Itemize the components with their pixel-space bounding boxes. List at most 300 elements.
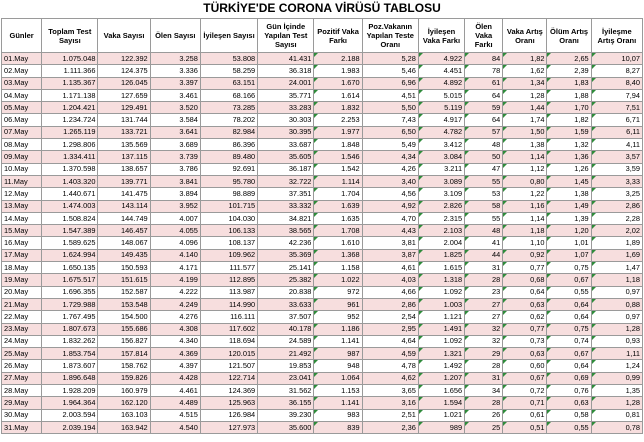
table-cell: 1,47	[591, 262, 642, 274]
table-cell: 5,49	[362, 139, 418, 151]
day-cell: 04.May	[2, 89, 42, 101]
table-cell: 3,59	[591, 163, 642, 175]
table-row	[2, 409, 643, 421]
table-cell: 3.641	[150, 126, 200, 138]
table-cell: 0,64	[547, 360, 591, 372]
table-cell: 0,92	[503, 249, 547, 261]
table-cell: 4.222	[150, 286, 200, 298]
table-cell: 163.103	[98, 409, 150, 421]
table-cell: 31.562	[258, 385, 314, 397]
table-cell: 1.547.389	[42, 225, 98, 237]
table-row	[2, 175, 643, 187]
table-cell: 948	[314, 360, 362, 372]
table-cell: 33.687	[258, 139, 314, 151]
table-cell: 1.158	[314, 262, 362, 274]
table-cell: 0,73	[503, 335, 547, 347]
table-cell: 1,14	[503, 212, 547, 224]
table-cell: 4.369	[150, 348, 200, 360]
day-cell: 25.May	[2, 348, 42, 360]
table-cell: 35.605	[258, 151, 314, 163]
table-cell: 156.827	[98, 335, 150, 347]
table-cell: 1.696.355	[42, 286, 98, 298]
table-cell: 5.015	[418, 89, 464, 101]
table-cell: 1.234.724	[42, 114, 98, 126]
table-cell: 4.199	[150, 274, 200, 286]
table-cell: 3,65	[362, 385, 418, 397]
table-cell: 73.285	[200, 102, 257, 114]
table-cell: 3.412	[418, 139, 464, 151]
table-cell: 0,63	[503, 348, 547, 360]
table-cell: 1.624.994	[42, 249, 98, 261]
column-header: Poz.Vakanın Yapılan Teste Oranı	[362, 19, 418, 53]
table-cell: 33.633	[258, 298, 314, 310]
table-cell: 64	[465, 114, 503, 126]
table-cell: 2,95	[362, 323, 418, 335]
table-cell: 44	[465, 249, 503, 261]
day-cell: 14.May	[2, 212, 42, 224]
day-cell: 13.May	[2, 200, 42, 212]
table-cell: 1.542	[314, 163, 362, 175]
table-cell: 7,43	[362, 114, 418, 126]
table-cell: 35.771	[258, 89, 314, 101]
table-cell: 133.721	[98, 126, 150, 138]
table-cell: 126.984	[200, 409, 257, 421]
table-row	[2, 298, 643, 310]
table-cell: 1,28	[591, 323, 642, 335]
table-cell: 5,46	[362, 65, 418, 77]
table-cell: 1.204.421	[42, 102, 98, 114]
table-cell: 29	[465, 348, 503, 360]
table-cell: 2.004	[418, 237, 464, 249]
table-title: TÜRKİYE'DE CORONA VİRÜSÜ TABLOSU	[203, 1, 441, 15]
table-cell: 158.762	[98, 360, 150, 372]
table-cell: 116.111	[200, 311, 257, 323]
table-cell: 1.594	[418, 397, 464, 409]
table-cell: 1,18	[591, 274, 642, 286]
table-cell: 63.151	[200, 77, 257, 89]
table-cell: 1.610	[314, 237, 362, 249]
day-cell: 21.May	[2, 298, 42, 310]
table-cell: 24.001	[258, 77, 314, 89]
day-cell: 16.May	[2, 237, 42, 249]
table-cell: 0,75	[547, 262, 591, 274]
table-cell: 1.853.754	[42, 348, 98, 360]
table-cell: 972	[314, 286, 362, 298]
table-cell: 2,39	[547, 65, 591, 77]
table-cell: 4,59	[362, 348, 418, 360]
table-cell: 3.089	[418, 175, 464, 187]
day-cell: 27.May	[2, 372, 42, 384]
table-cell: 989	[418, 421, 464, 433]
table-cell: 3.336	[150, 65, 200, 77]
table-cell: 2.039.194	[42, 421, 98, 433]
column-header: İyileşme Artış Oranı	[591, 19, 642, 53]
table-cell: 1,62	[503, 65, 547, 77]
table-row	[2, 225, 643, 237]
table-cell: 4,62	[362, 372, 418, 384]
table-row	[2, 89, 643, 101]
table-cell: 1.003	[418, 298, 464, 310]
table-cell: 4,78	[362, 360, 418, 372]
table-cell: 39.230	[258, 409, 314, 421]
table-cell: 135.569	[98, 139, 150, 151]
table-cell: 4,03	[362, 274, 418, 286]
table-cell: 34.821	[258, 212, 314, 224]
table-cell: 6,50	[362, 126, 418, 138]
column-header: Pozitif Vaka Farkı	[314, 19, 362, 53]
table-cell: 1.896.648	[42, 372, 98, 384]
table-cell: 50	[465, 151, 503, 163]
table-cell: 3,40	[362, 175, 418, 187]
table-cell: 1.474.003	[42, 200, 98, 212]
table-cell: 3,33	[591, 175, 642, 187]
table-cell: 129.491	[98, 102, 150, 114]
table-cell: 31	[465, 372, 503, 384]
table-cell: 37.507	[258, 311, 314, 323]
table-cell: 138.657	[98, 163, 150, 175]
table-cell: 3.952	[150, 200, 200, 212]
table-cell: 4,43	[362, 225, 418, 237]
table-cell: 1,50	[503, 126, 547, 138]
table-cell: 114.990	[200, 298, 257, 310]
table-cell: 4.428	[150, 372, 200, 384]
table-cell: 0,77	[503, 262, 547, 274]
table-row	[2, 126, 643, 138]
table-cell: 163.942	[98, 421, 150, 433]
table-cell: 1.508.824	[42, 212, 98, 224]
table-cell: 3.786	[150, 163, 200, 175]
table-row	[2, 77, 643, 89]
table-cell: 8,27	[591, 65, 642, 77]
table-cell: 0,63	[503, 298, 547, 310]
table-cell: 154.500	[98, 311, 150, 323]
table-cell: 0,80	[503, 175, 547, 187]
table-cell: 4.249	[150, 298, 200, 310]
table-cell: 23	[465, 286, 503, 298]
table-cell: 0,77	[503, 323, 547, 335]
table-cell: 3.109	[418, 188, 464, 200]
table-cell: 41	[465, 237, 503, 249]
table-cell: 4,34	[362, 151, 418, 163]
table-cell: 32.722	[258, 175, 314, 187]
table-cell: 150.593	[98, 262, 150, 274]
table-cell: 1.298.806	[42, 139, 98, 151]
table-cell: 0,55	[547, 286, 591, 298]
table-row	[2, 114, 643, 126]
table-cell: 127.973	[200, 421, 257, 433]
table-cell: 2.253	[314, 114, 362, 126]
table-cell: 4.540	[150, 421, 200, 433]
table-row	[2, 249, 643, 261]
table-cell: 1,24	[591, 360, 642, 372]
table-cell: 4.140	[150, 249, 200, 261]
table-cell: 1,74	[503, 114, 547, 126]
table-cell: 35.369	[258, 249, 314, 261]
day-cell: 01.May	[2, 53, 42, 65]
day-cell: 23.May	[2, 323, 42, 335]
table-cell: 1,89	[591, 237, 642, 249]
table-cell: 1.656	[418, 385, 464, 397]
table-cell: 42.236	[258, 237, 314, 249]
table-cell: 1.670	[314, 77, 362, 89]
table-cell: 1.207	[418, 372, 464, 384]
table-cell: 111.577	[200, 262, 257, 274]
table-cell: 1.135.367	[42, 77, 98, 89]
day-cell: 20.May	[2, 286, 42, 298]
table-cell: 4,26	[362, 163, 418, 175]
table-cell: 0,74	[547, 335, 591, 347]
table-cell: 27	[465, 311, 503, 323]
table-cell: 1,88	[547, 89, 591, 101]
table-cell: 1.928.209	[42, 385, 98, 397]
table-cell: 1.729.988	[42, 298, 98, 310]
table-row	[2, 348, 643, 360]
table-cell: 126.045	[98, 77, 150, 89]
table-cell: 1.114	[314, 175, 362, 187]
table-cell: 25.382	[258, 274, 314, 286]
column-header: Günler	[2, 19, 42, 53]
table-cell: 1,49	[547, 200, 591, 212]
table-row	[2, 421, 643, 433]
table-cell: 146.457	[98, 225, 150, 237]
table-cell: 33.283	[258, 102, 314, 114]
table-cell: 1,69	[591, 249, 642, 261]
table-cell: 1.767.495	[42, 311, 98, 323]
table-cell: 121.507	[200, 360, 257, 372]
table-cell: 157.814	[98, 348, 150, 360]
day-cell: 07.May	[2, 126, 42, 138]
table-cell: 2.315	[418, 212, 464, 224]
table-cell: 21.492	[258, 348, 314, 360]
table-row	[2, 372, 643, 384]
table-cell: 26	[465, 409, 503, 421]
table-cell: 4,70	[362, 212, 418, 224]
day-cell: 26.May	[2, 360, 42, 372]
table-row	[2, 163, 643, 175]
table-cell: 149.435	[98, 249, 150, 261]
corona-table	[1, 18, 643, 434]
table-cell: 1.092	[418, 335, 464, 347]
table-row	[2, 65, 643, 77]
table-cell: 2,28	[591, 212, 642, 224]
table-cell: 118.694	[200, 335, 257, 347]
table-cell: 1,44	[503, 102, 547, 114]
table-cell: 1,59	[547, 126, 591, 138]
table-cell: 6,11	[591, 126, 642, 138]
table-cell: 0,58	[547, 409, 591, 421]
table-row	[2, 385, 643, 397]
table-cell: 58	[465, 200, 503, 212]
table-cell: 1,83	[547, 77, 591, 89]
table-cell: 0,75	[547, 323, 591, 335]
table-cell: 1.022	[314, 274, 362, 286]
table-cell: 1.491	[418, 323, 464, 335]
table-cell: 4.515	[150, 409, 200, 421]
table-cell: 36.187	[258, 163, 314, 175]
table-cell: 24.589	[258, 335, 314, 347]
table-cell: 113.987	[200, 286, 257, 298]
table-cell: 4,61	[362, 262, 418, 274]
table-cell: 2,36	[362, 421, 418, 433]
table-row	[2, 286, 643, 298]
table-cell: 1.121	[418, 311, 464, 323]
table-cell: 1.092	[418, 286, 464, 298]
table-cell: 3.584	[150, 114, 200, 126]
table-cell: 1,11	[591, 348, 642, 360]
day-cell: 19.May	[2, 274, 42, 286]
table-cell: 4.171	[150, 262, 200, 274]
table-cell: 35.600	[258, 421, 314, 433]
table-cell: 1.848	[314, 139, 362, 151]
table-cell: 153.548	[98, 298, 150, 310]
table-cell: 4,56	[362, 188, 418, 200]
table-cell: 1,12	[503, 163, 547, 175]
table-cell: 1.807.673	[42, 323, 98, 335]
table-cell: 1.639	[314, 200, 362, 212]
table-row	[2, 311, 643, 323]
table-cell: 3.258	[150, 53, 200, 65]
table-cell: 131.744	[98, 114, 150, 126]
day-cell: 05.May	[2, 102, 42, 114]
table-cell: 3,16	[362, 397, 418, 409]
table-cell: 0,93	[591, 335, 642, 347]
day-cell: 15.May	[2, 225, 42, 237]
column-header: Vaka Artış Oranı	[503, 19, 547, 53]
table-cell: 1.370.598	[42, 163, 98, 175]
table-cell: 98.889	[200, 188, 257, 200]
table-cell: 0,67	[503, 372, 547, 384]
table-cell: 987	[314, 348, 362, 360]
table-cell: 33.332	[258, 200, 314, 212]
table-cell: 108.137	[200, 237, 257, 249]
day-cell: 02.May	[2, 65, 42, 77]
table-cell: 30.395	[258, 126, 314, 138]
day-cell: 08.May	[2, 139, 42, 151]
table-cell: 1.064	[314, 372, 362, 384]
table-cell: 0,61	[503, 409, 547, 421]
table-cell: 41.431	[258, 53, 314, 65]
table-cell: 40.178	[258, 323, 314, 335]
table-cell: 0,68	[503, 274, 547, 286]
table-cell: 0,64	[503, 286, 547, 298]
table-cell: 5,50	[362, 102, 418, 114]
column-header: Vaka Sayısı	[98, 19, 150, 53]
table-cell: 92.691	[200, 163, 257, 175]
table-cell: 1.111.366	[42, 65, 98, 77]
day-cell: 06.May	[2, 114, 42, 126]
table-cell: 4,11	[591, 139, 642, 151]
table-cell: 28	[465, 397, 503, 409]
table-cell: 1,16	[503, 200, 547, 212]
table-row	[2, 151, 643, 163]
table-cell: 48	[465, 225, 503, 237]
table-cell: 25	[465, 421, 503, 433]
table-cell: 2.826	[418, 200, 464, 212]
table-cell: 0,64	[547, 311, 591, 323]
table-cell: 2,54	[362, 311, 418, 323]
table-cell: 1,32	[547, 139, 591, 151]
table-cell: 0,76	[547, 385, 591, 397]
table-cell: 68.166	[200, 89, 257, 101]
table-cell: 2,51	[362, 409, 418, 421]
table-cell: 1,70	[547, 102, 591, 114]
day-cell: 22.May	[2, 311, 42, 323]
table-cell: 0,97	[591, 286, 642, 298]
table-cell: 82.984	[200, 126, 257, 138]
table-cell: 2,02	[591, 225, 642, 237]
table-cell: 95.780	[200, 175, 257, 187]
day-cell: 28.May	[2, 385, 42, 397]
table-row	[2, 360, 643, 372]
table-cell: 6,71	[591, 114, 642, 126]
table-cell: 4,66	[362, 286, 418, 298]
table-cell: 4.917	[418, 114, 464, 126]
column-header: Ölen Sayısı	[150, 19, 200, 53]
table-cell: 3.894	[150, 188, 200, 200]
table-cell: 1.492	[418, 360, 464, 372]
table-cell: 1,26	[547, 163, 591, 175]
table-cell: 1.171.138	[42, 89, 98, 101]
table-cell: 1.021	[418, 409, 464, 421]
table-cell: 104.030	[200, 212, 257, 224]
table-cell: 3.520	[150, 102, 200, 114]
table-cell: 1,28	[503, 89, 547, 101]
table-cell: 64	[465, 89, 503, 101]
table-row	[2, 323, 643, 335]
table-cell: 2,86	[362, 298, 418, 310]
table-cell: 59	[465, 102, 503, 114]
column-header: Toplam Test Sayısı	[42, 19, 98, 53]
table-cell: 3,57	[591, 151, 642, 163]
table-cell: 25.141	[258, 262, 314, 274]
table-cell: 10,07	[591, 53, 642, 65]
table-cell: 122.392	[98, 53, 150, 65]
table-cell: 4.340	[150, 335, 200, 347]
table-cell: 84	[465, 53, 503, 65]
table-cell: 1.075.048	[42, 53, 98, 65]
table-cell: 1.635	[314, 212, 362, 224]
day-cell: 03.May	[2, 77, 42, 89]
table-cell: 1,18	[503, 225, 547, 237]
table-cell: 143.114	[98, 200, 150, 212]
table-cell: 0,67	[547, 348, 591, 360]
table-cell: 55	[465, 175, 503, 187]
table-cell: 4.451	[418, 65, 464, 77]
table-cell: 159.826	[98, 372, 150, 384]
table-row	[2, 53, 643, 65]
table-cell: 0,97	[591, 311, 642, 323]
table-cell: 4,51	[362, 89, 418, 101]
table-cell: 5,28	[362, 53, 418, 65]
table-cell: 127.659	[98, 89, 150, 101]
table-row	[2, 274, 643, 286]
table-cell: 3,87	[362, 249, 418, 261]
table-cell: 0,64	[547, 298, 591, 310]
table-cell: 3.841	[150, 175, 200, 187]
table-cell: 983	[314, 409, 362, 421]
table-cell: 27	[465, 298, 503, 310]
table-cell: 3.461	[150, 89, 200, 101]
table-cell: 0,88	[591, 298, 642, 310]
day-cell: 29.May	[2, 397, 42, 409]
table-cell: 1.615	[418, 262, 464, 274]
table-cell: 1,01	[547, 237, 591, 249]
table-cell: 19.853	[258, 360, 314, 372]
table-cell: 3,81	[362, 237, 418, 249]
table-cell: 78.202	[200, 114, 257, 126]
column-header: Ölüm Artış Oranı	[547, 19, 591, 53]
table-cell: 1,38	[503, 139, 547, 151]
